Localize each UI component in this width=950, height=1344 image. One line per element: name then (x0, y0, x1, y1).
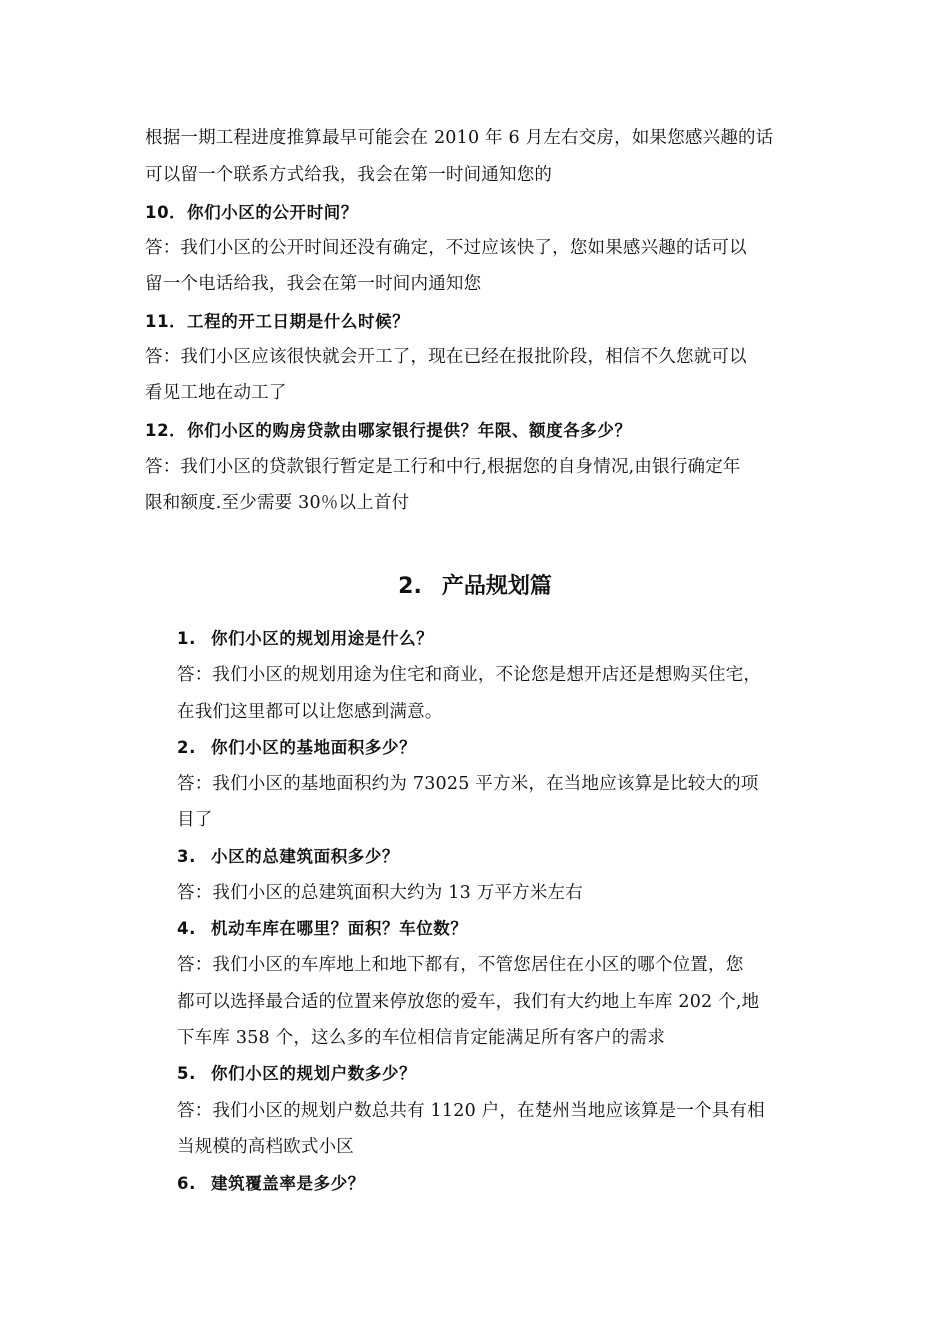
question-number: 1. (177, 629, 196, 648)
question-1 (177, 627, 433, 651)
answer-5-line-1: 答：我们小区的规划户数总共有 1120 户，在楚州当地应该算是一个具有相 (177, 1101, 765, 1121)
question-number: 12． (145, 421, 187, 440)
question-number: 10． (145, 203, 187, 222)
question-6 (177, 1172, 365, 1196)
question-text: 工程的开工日期是什么时候？ (187, 312, 410, 331)
answer-2-line-1: 答：我们小区的基地面积约为 73025 平方米，在当地应该算是比较大的项 (177, 774, 759, 794)
question-text: 机动车库在哪里？面积？车位数？ (211, 919, 468, 938)
answer-11-line-2: 看见工地在动工了 (145, 383, 287, 403)
answer-1-line-1: 答：我们小区的规划用途为住宅和商业，不论您是想开店还是想购买住宅， (177, 665, 762, 685)
question-text: 你们小区的规划用途是什么？ (211, 629, 434, 648)
answer-4-line-2: 都可以选择最合适的位置来停放您的爱车，我们有大约地上车库 202 个,地 (177, 992, 760, 1012)
question-text: 你们小区的公开时间？ (187, 203, 358, 222)
question-4 (177, 917, 468, 941)
answer-12-line-1: 答：我们小区的贷款银行暂定是工行和中行,根据您的自身情况,由银行确定年 (145, 457, 741, 477)
question-5 (177, 1062, 416, 1086)
answer-10-line-2: 留一个电话给我，我会在第一时间内通知您 (145, 274, 482, 294)
answer-12-line-2: 限和额度.至少需要 30％以上首付 (145, 493, 410, 513)
question-number: 2. (177, 738, 196, 757)
section-number: 2. (398, 574, 422, 599)
question-number: 3. (177, 847, 196, 866)
question-text: 你们小区的规划户数多少？ (211, 1064, 417, 1083)
section-heading (0, 572, 950, 602)
answer-10-line-1: 答：我们小区的公开时间还没有确定，不过应该快了，您如果感兴趣的话可以 (145, 238, 747, 258)
question-text: 你们小区的购房贷款由哪家银行提供？年限、额度各多少？ (187, 421, 632, 440)
answer-5-line-2: 当规模的高档欧式小区 (177, 1137, 354, 1157)
section-title: 产品规划篇 (441, 574, 552, 599)
answer-4-line-1: 答：我们小区的车库地上和地下都有，不管您居住在小区的哪个位置，您 (177, 955, 744, 975)
answer-4-line-3: 下车库 358 个，这么多的车位相信肯定能满足所有客户的需求 (177, 1028, 666, 1048)
question-text: 建筑覆盖率是多少？ (211, 1174, 365, 1193)
question-12 (145, 419, 632, 443)
question-10 (145, 201, 358, 225)
question-text: 小区的总建筑面积多少？ (211, 847, 400, 866)
question-3 (177, 845, 399, 869)
question-number: 4. (177, 919, 196, 938)
question-number: 6. (177, 1174, 196, 1193)
answer-11-line-1: 答：我们小区应该很快就会开工了，现在已经在报批阶段，相信不久您就可以 (145, 347, 747, 367)
answer-1-line-2: 在我们这里都可以让您感到满意。 (177, 702, 443, 722)
intro-line-1: 根据一期工程进度推算最早可能会在 2010 年 6 月左右交房，如果您感兴趣的话 (145, 128, 774, 148)
question-text: 你们小区的基地面积多少？ (211, 738, 417, 757)
question-11 (145, 310, 409, 334)
question-number: 5. (177, 1064, 196, 1083)
intro-line-2: 可以留一个联系方式给我，我会在第一时间通知您的 (145, 165, 553, 185)
question-number: 11． (145, 312, 187, 331)
answer-3-line-1: 答：我们小区的总建筑面积大约为 13 万平方米左右 (177, 883, 583, 903)
answer-2-line-2: 目了 (177, 810, 213, 830)
question-2 (177, 736, 416, 760)
